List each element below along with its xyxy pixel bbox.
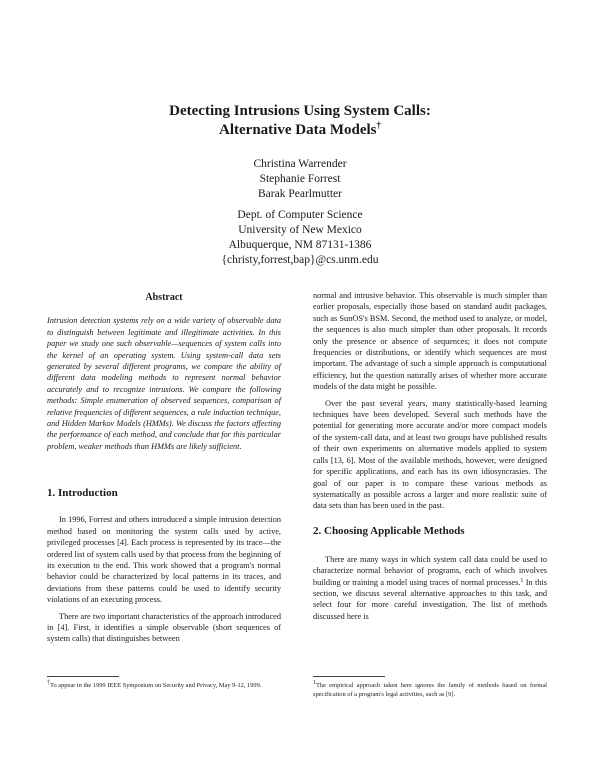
footnote-ref: 1 [520,577,524,584]
section-1-heading: 1. Introduction [47,487,118,500]
footnote-rule [47,676,119,677]
affiliation-line: Albuquerque, NM 87131-1386 [228,239,372,251]
title-footnote-mark: † [376,120,381,130]
paper-title [0,102,600,140]
title-line-1: Detecting Intrusions Using System Calls: [169,103,431,119]
author-name: Christina Warrender [253,158,347,170]
section-1-paragraph: In 1996, Forrest and others introduced a simple intrusion detection method based on monitoring the system calls used by active, privileged processes [4]. Each process is represented by its trace—the ordered list of system calls used by that process from the beginning of its execution to the end. This work showed that a program's normal behavior could be characterized by local patterns in its traces, and deviations from these patterns could be used to identify security violations of an executing process. [47,515,281,605]
footnote-left [47,682,281,691]
footnote-text: To appear in the 1999 IEEE Symposium on Security and Privacy, May 9-12, 1999. [50,682,262,689]
footnote-rule [313,676,385,677]
footnote-mark: 1 [313,680,316,686]
section-2-paragraph [313,554,547,622]
footnote-right [313,682,547,699]
title-line-2-text: Alternative Data Models [219,122,377,138]
title-line-2 [0,121,600,140]
author-list [0,157,600,202]
section-2-text-cont: In this section, we discuss several alternative approaches to this task, and select four for more careful investigation. The list of methods discussed here is [313,577,547,621]
body-paragraph: Over the past several years, many statistically-based learning techniques have been developed. Several such methods have the potential for generating more accurate and/or more compact models of the system-call data, and at least two groups have published results of their own experiments on alternative models applied to system calls [13, 6]. Most of the available methods, however, were designed for specific applications, and each has its own idiosyncrasies. The goal of our paper is to compare these various methods as systematically as possible across a larger and more realistic suite of data sets than has been used in the past. [313,398,547,511]
affiliation-email: {christy,forrest,bap}@cs.unm.edu [221,254,379,266]
affiliation-block [0,208,600,268]
body-paragraph: normal and intrusive behavior. This observable is much simpler than earlier proposals, especially those based on standard audit packages, such as SunOS's BSM. Second, the method used to analyze, or model, the sequences is also much simpler than other proposals. It records only the presence or absence of sequences; it does not compute frequencies or distributions, or identify which sequences are most important. The advantage of such a simple approach is computational efficiency, but the question naturally arises of whether more accurate models of the data might be possible. [313,291,547,392]
author-name: Barak Pearlmutter [258,188,342,200]
section-2-text: There are many ways in which system call data could be used to characterize normal behavior of programs, each of which involves building or training a model using traces of normal processes. [313,554,547,587]
author-name: Stephanie Forrest [259,173,341,185]
footnote-text: The empirical approach taken here ignores the family of methods based on formal specification of a program's legal activities, such as [9]. [313,682,547,698]
footnote-mark: † [47,680,50,686]
abstract-heading: Abstract [145,292,183,303]
abstract-text: Intrusion detection systems rely on a wide variety of observable data to distinguish between legitimate and illegitimate activities. In this paper we study one such observable—sequences of system calls into the kernel of an operating system. Using system-call data sets generated by several different programs, we compare the ability of different data modeling methods to represent normal behavior accurately and to recognize intrusions. We compare the following methods: Simple enumeration of observed sequences, comparison of relative frequencies of different sequences, a rule induction technique, and Hidden Markov Models (HMMs). We discuss the factors affecting the performance of each method, and conclude that for this particular problem, weaker methods than HMMs are likely sufficient. [47,316,281,451]
section-1-paragraph: There are two important characteristics of the approach introduced in [4]. First, it identifies a simple observable (short sequences of system calls) that distinguishes between [47,611,281,644]
left-column [47,290,281,645]
affiliation-line: Dept. of Computer Science [237,209,363,221]
affiliation-line: University of New Mexico [238,224,362,236]
right-column [313,290,547,622]
section-2-heading: 2. Choosing Applicable Methods [313,524,465,537]
